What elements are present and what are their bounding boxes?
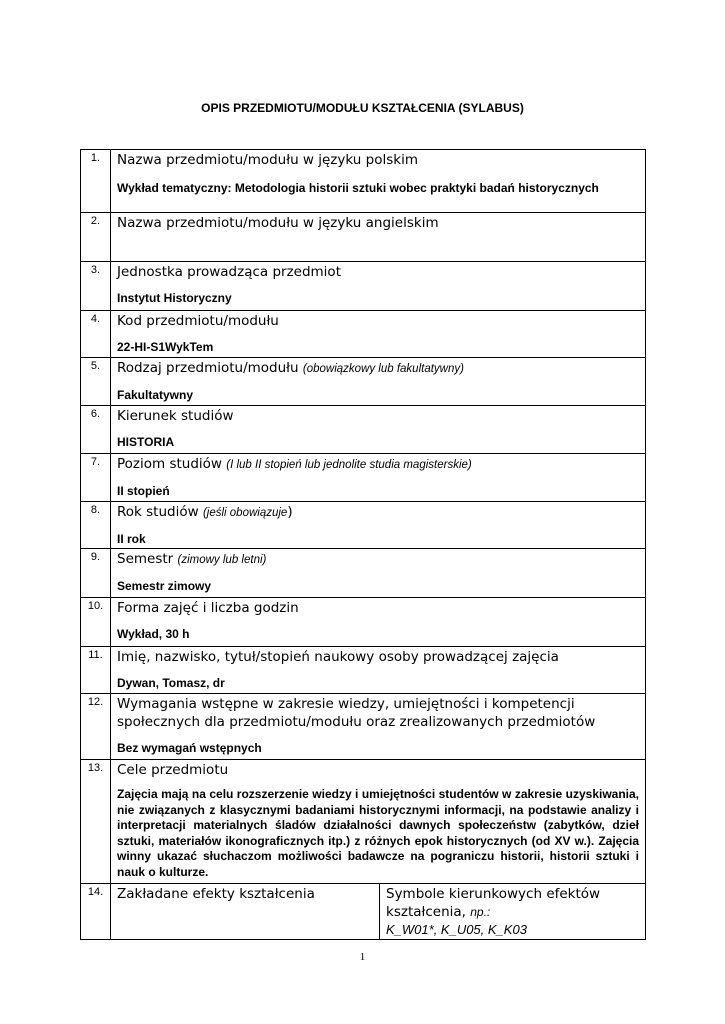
row-number: 2.	[81, 213, 111, 262]
table-row	[81, 150, 646, 213]
row-hint: (obowiązkowy lub fakultatywny)	[302, 363, 464, 375]
row-number: 9.	[81, 549, 111, 598]
row-label: Forma zajęć i liczba godzin	[117, 600, 299, 616]
row-label: Cele przedmiotu	[117, 762, 229, 778]
row-value: II stopień	[117, 484, 170, 498]
row-hint: (jeśli obowiązuje	[202, 507, 288, 519]
row-value: Semestr zimowy	[117, 579, 212, 593]
page-title: OPIS PRZEDMIOTU/MODUŁU KSZTAŁCENIA (SYLABUS)	[201, 101, 524, 115]
row-value: Wykład tematyczny: Metodologia historii sztuki wobec praktyki badań historycznych	[117, 181, 599, 195]
table-row	[81, 213, 646, 262]
page-number: 1	[359, 951, 366, 963]
row-label: Nazwa przedmiotu/modułu w języku polskim	[117, 152, 418, 168]
row-label: Kod przedmiotu/modułu	[117, 313, 279, 329]
row-hint: (I lub II stopień lub jednolite studia magisterskie)	[226, 459, 472, 471]
table-row	[81, 406, 646, 454]
row-value: 22-HI-S1WykTem	[117, 340, 214, 354]
row-label: Semestr	[117, 551, 174, 567]
row-value: Fakultatywny	[117, 388, 194, 402]
row-label: Nazwa przedmiotu/modułu w języku angielskim	[117, 215, 439, 231]
row-number: 13.	[81, 760, 111, 884]
row-number: 3.	[81, 262, 111, 311]
table-row	[81, 694, 646, 760]
row-number: 11.	[81, 647, 111, 694]
row-label: Wymagania wstępne w zakresie wiedzy, umiejętności i kompetencji społecznych dla przedmiotu/modułu oraz zrealizowanych przedmiotów	[117, 696, 596, 730]
table-row	[81, 598, 646, 647]
table-row	[81, 311, 646, 358]
symbols-label: Symbole kierunkowych efektów kształcenia,	[386, 886, 601, 920]
row-value: Wykład, 30 h	[117, 627, 190, 641]
row-label: Rodzaj przedmiotu/modułu	[117, 360, 299, 376]
row-value: Zajęcia mają na celu rozszerzenie wiedzy i umiejętności studentów w zakresie uzyskiwania, nie związanych z klasycznymi badaniami historycznymi informacji, na podstawie analizy i interpretacji materialnych śladów działalności dawnych społeczeństw (zabytków, dzieł sztuki, materiałów ikonograficznych itp.) z różnych epok historycznych (od XV w.). Zajęcia winny ukazać słuchaczom możliwości badawcze na pograniczu historii, historii sztuki i nauk o kulturze.	[117, 787, 640, 879]
table-row	[81, 262, 646, 311]
row-label: Jednostka prowadząca przedmiot	[117, 264, 341, 280]
row-value: Instytut Historyczny	[117, 291, 232, 305]
row-number: 4.	[81, 311, 111, 358]
table-row	[81, 454, 646, 502]
row-label: Zakładane efekty kształcenia	[117, 886, 315, 902]
row-number: 6.	[81, 406, 111, 454]
row-value: Bez wymagań wstępnych	[117, 741, 262, 755]
symbols-hint: np.:	[470, 905, 491, 919]
row-value: Dywan, Tomasz, dr	[117, 676, 225, 690]
row-number: 7.	[81, 454, 111, 502]
row-number: 8.	[81, 502, 111, 549]
row-label: Kierunek studiów	[117, 408, 234, 424]
row-number: 1.	[81, 150, 111, 213]
table-row	[81, 549, 646, 598]
row-label: Poziom studiów	[117, 456, 222, 472]
row-number: 10.	[81, 598, 111, 647]
table-row	[81, 760, 646, 884]
row-number: 14.	[81, 884, 111, 940]
table-row	[81, 647, 646, 694]
row-label: Imię, nazwisko, tytuł/stopień naukowy osoby prowadzącej zajęcia	[117, 649, 559, 665]
syllabus-table	[80, 149, 646, 940]
table-row	[81, 884, 646, 940]
row-number: 12.	[81, 694, 111, 760]
row-value: HISTORIA	[117, 435, 175, 449]
symbols-example: K_W01*, K_U05, K_K03	[386, 922, 527, 937]
row-number: 5.	[81, 358, 111, 406]
table-row	[81, 358, 646, 406]
row-hint: (zimowy lub letni)	[177, 554, 267, 566]
table-row	[81, 502, 646, 549]
row-value: II rok	[117, 532, 146, 546]
row-label: Rok studiów	[117, 504, 199, 520]
row-hint-close: )	[287, 504, 293, 520]
